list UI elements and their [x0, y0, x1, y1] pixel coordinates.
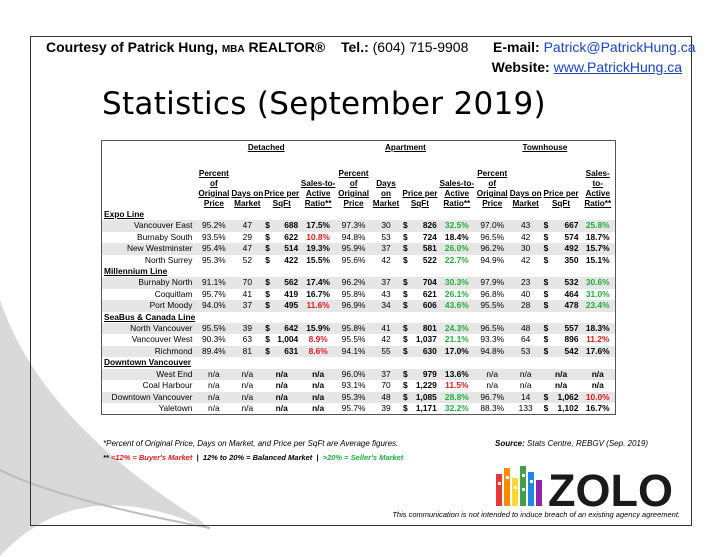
- area-name: Vancouver East: [102, 220, 197, 231]
- column-header: Days on Market: [509, 189, 542, 208]
- market-legend: ** <12% = Buyer's Market | 12% to 20% = Balanced Market | >20% = Seller's Market: [103, 453, 404, 462]
- price-per-sqft-cell: $ 688: [265, 220, 299, 231]
- percent-original-cell: 90.3%: [202, 334, 226, 345]
- region-row: [102, 312, 616, 323]
- days-on-market-cell: n/a: [231, 392, 263, 403]
- days-on-market-cell: 30: [510, 243, 542, 254]
- days-on-market-cell: 81: [231, 346, 263, 357]
- sales-ratio-cell: 8.9%: [308, 334, 328, 345]
- price-per-sqft-cell: n/a: [263, 392, 300, 403]
- percent-original-cell: n/a: [475, 369, 510, 380]
- sales-ratio-cell: 18.4%: [444, 231, 469, 242]
- price-per-sqft-cell: $ 1,037: [402, 334, 437, 345]
- column-header: Sales-to-Active Ratio**: [584, 169, 612, 208]
- price-per-sqft-cell: $ 1,004: [265, 334, 299, 345]
- price-per-sqft-cell: $ 581: [402, 243, 437, 254]
- days-on-market-cell: 41: [371, 323, 401, 334]
- region-row: [102, 266, 616, 277]
- price-per-sqft-cell: $ 492: [543, 243, 579, 254]
- area-name: Yaletown: [158, 402, 193, 413]
- sales-ratio-cell: 22.7%: [444, 254, 469, 265]
- percent-original-cell: 96.8%: [480, 288, 505, 299]
- days-on-market-cell: 39: [231, 323, 263, 334]
- percent-original-cell: n/a: [208, 380, 220, 391]
- average-footnote: *Percent of Original Price, Days on Market, and Price per SqFt are Average figures. Source: Stats Centre, REBGV (Sep. 2019): [103, 439, 648, 448]
- column-header: Price per SqFt: [402, 189, 438, 208]
- sales-ratio-cell: 10.8%: [306, 231, 330, 242]
- price-per-sqft-cell: $ 350: [543, 254, 579, 265]
- sales-ratio-cell: 28.8%: [439, 392, 475, 403]
- days-on-market-cell: 48: [510, 323, 542, 334]
- percent-original-cell: 95.8%: [341, 288, 366, 299]
- days-on-market-cell: 29: [242, 231, 252, 242]
- percent-original-cell: 96.5%: [475, 323, 510, 334]
- sales-ratio-cell: 16.7%: [585, 402, 610, 413]
- sales-ratio-cell: 11.2%: [586, 334, 610, 345]
- sales-ratio-cell: 13.6%: [439, 369, 475, 380]
- sales-ratio-cell: 15.9%: [300, 323, 336, 334]
- percent-original-cell: 96.0%: [336, 369, 371, 380]
- sales-ratio-cell: 10.0%: [580, 392, 615, 403]
- days-on-market-cell: 42: [521, 231, 531, 242]
- price-per-sqft-cell: $ 464: [543, 288, 579, 299]
- percent-original-cell: 95.5%: [475, 300, 510, 311]
- price-per-sqft-cell: n/a: [263, 369, 300, 380]
- table-row: [102, 403, 616, 415]
- price-per-sqft-cell: $ 979: [402, 368, 437, 379]
- region-label: Expo Line: [104, 209, 145, 219]
- sales-ratio-cell: 15.5%: [306, 254, 330, 265]
- days-on-market-cell: 37: [231, 300, 263, 311]
- days-on-market-cell: 43: [381, 288, 391, 299]
- zolo-logo: [496, 464, 676, 510]
- sales-ratio-cell: 30.3%: [439, 277, 475, 288]
- website-link[interactable]: www.PatrickHung.ca: [553, 59, 682, 75]
- percent-original-cell: 96.9%: [336, 300, 371, 311]
- percent-original-cell: 95.5%: [196, 323, 231, 334]
- group-header: Apartment: [384, 143, 426, 152]
- area-name: Downtown Vancouver: [102, 392, 197, 403]
- sales-ratio-cell: n/a: [591, 380, 604, 391]
- price-per-sqft-cell: $ 557: [543, 323, 579, 334]
- website-info: Website: www.PatrickHung.ca: [491, 59, 682, 75]
- sales-ratio-cell: 15.7%: [580, 243, 615, 254]
- column-header: Sales-to-Active Ratio**: [300, 179, 336, 208]
- column-header: Price per SqFt: [264, 189, 300, 208]
- days-on-market-cell: 43: [510, 220, 542, 231]
- area-name: Burnaby South: [136, 231, 193, 242]
- email-link[interactable]: Patrick@PatrickHung.ca: [543, 39, 696, 55]
- disclaimer: This communication is not intended to induce breach of an existing agency agreement.: [392, 510, 680, 519]
- days-on-market-cell: 53: [381, 231, 391, 242]
- sales-ratio-cell: 43.6%: [439, 300, 475, 311]
- column-header: Sales-to-Active Ratio**: [439, 179, 475, 208]
- price-per-sqft-cell: $ 542: [543, 345, 579, 356]
- percent-original-cell: 96.2%: [475, 243, 510, 254]
- percent-original-cell: 97.9%: [475, 277, 510, 288]
- percent-original-cell: n/a: [486, 380, 499, 391]
- percent-original-cell: 93.1%: [341, 380, 366, 391]
- days-on-market-cell: 42: [381, 254, 391, 265]
- sales-ratio-cell: 17.0%: [439, 346, 475, 357]
- price-per-sqft-cell: $ 1,102: [543, 402, 579, 413]
- price-per-sqft-cell: $ 642: [265, 323, 299, 334]
- sales-ratio-cell: 18.7%: [585, 231, 610, 242]
- price-per-sqft-cell: $ 514: [265, 243, 299, 254]
- days-on-market-cell: 48: [371, 392, 401, 403]
- price-per-sqft-cell: $ 495: [265, 300, 299, 311]
- percent-original-cell: 94.9%: [480, 254, 505, 265]
- price-per-sqft-cell: $ 1,229: [402, 380, 437, 391]
- table-row: [102, 346, 616, 357]
- days-on-market-cell: 37: [371, 369, 401, 380]
- percent-original-cell: 89.4%: [196, 346, 231, 357]
- days-on-market-cell: 133: [518, 402, 533, 413]
- region-row: [102, 357, 616, 368]
- table-row: [102, 232, 616, 243]
- percent-original-cell: 94.1%: [336, 346, 371, 357]
- group-header: Townhouse: [522, 143, 568, 152]
- percent-original-cell: 93.3%: [480, 334, 505, 345]
- column-header: Days on Market: [231, 189, 264, 208]
- region-label: Millennium Line: [104, 266, 168, 277]
- price-per-sqft-cell: $ 606: [402, 300, 437, 311]
- sales-ratio-cell: 26.0%: [439, 243, 475, 254]
- page-title: Statistics (September 2019): [102, 86, 546, 122]
- price-per-sqft-cell: $ 562: [265, 277, 299, 288]
- table-row: [102, 380, 616, 391]
- days-on-market-cell: 64: [521, 334, 531, 345]
- sales-ratio-cell: 17.5%: [300, 220, 336, 231]
- days-on-market-cell: 23: [510, 277, 542, 288]
- sales-ratio-cell: n/a: [300, 392, 336, 403]
- days-on-market-cell: 52: [242, 254, 252, 265]
- sales-ratio-cell: 18.3%: [580, 323, 615, 334]
- days-on-market-cell: 37: [371, 243, 401, 254]
- price-per-sqft-cell: $ 667: [543, 220, 579, 231]
- days-on-market-cell: 30: [371, 220, 401, 231]
- sales-ratio-cell: 31.0%: [585, 288, 610, 299]
- percent-original-cell: 96.7%: [475, 392, 510, 403]
- price-per-sqft-cell: n/a: [275, 380, 288, 391]
- sales-ratio-cell: n/a: [312, 402, 325, 413]
- zolo-logo-text: ZOLO: [548, 465, 673, 510]
- percent-original-cell: n/a: [196, 392, 231, 403]
- days-on-market-cell: 40: [521, 288, 531, 299]
- column-header: Percent of Original Price: [476, 169, 508, 208]
- price-per-sqft-cell: $ 801: [402, 323, 437, 334]
- area-name: West End: [102, 369, 197, 380]
- sales-ratio-cell: 23.4%: [580, 300, 615, 311]
- sales-ratio-cell: 11.6%: [300, 300, 336, 311]
- table-row: [102, 277, 616, 288]
- price-per-sqft-cell: $ 704: [402, 277, 437, 288]
- table-row: [102, 323, 616, 334]
- sales-ratio-cell: 21.1%: [444, 334, 469, 345]
- days-on-market-cell: 34: [371, 300, 401, 311]
- price-per-sqft-cell: $ 622: [265, 231, 299, 242]
- sales-ratio-cell: 16.7%: [306, 288, 330, 299]
- source-note: Source: Stats Centre, REBGV (Sep. 2019): [495, 439, 648, 448]
- days-on-market-cell: 37: [371, 277, 401, 288]
- days-on-market-cell: 63: [242, 334, 252, 345]
- area-name: Port Moody: [102, 300, 197, 311]
- days-on-market-cell: 55: [371, 346, 401, 357]
- table-row: [102, 289, 616, 300]
- price-per-sqft-cell: $ 574: [543, 231, 579, 242]
- sales-ratio-cell: 32.5%: [439, 220, 475, 231]
- area-name: Richmond: [102, 346, 197, 357]
- zolo-logo-icon: [496, 464, 676, 510]
- sales-ratio-cell: 17.6%: [580, 346, 615, 357]
- sales-ratio-cell: 11.5%: [445, 380, 469, 391]
- percent-original-cell: 95.7%: [202, 288, 226, 299]
- price-per-sqft-cell: $ 631: [265, 345, 299, 356]
- region-label: Downtown Vancouver: [104, 357, 192, 368]
- percent-original-cell: 91.1%: [196, 277, 231, 288]
- price-per-sqft-cell: $ 724: [402, 231, 437, 242]
- days-on-market-cell: 53: [510, 346, 542, 357]
- days-on-market-cell: n/a: [241, 402, 254, 413]
- percent-original-cell: 95.9%: [336, 243, 371, 254]
- area-name: North Surrey: [144, 254, 193, 265]
- percent-original-cell: 93.5%: [202, 231, 226, 242]
- sales-ratio-cell: 26.1%: [444, 288, 469, 299]
- sales-ratio-cell: 17.4%: [300, 277, 336, 288]
- price-per-sqft-cell: $ 532: [543, 277, 579, 288]
- buyers-market-legend: <12% = Buyer's Market: [110, 453, 193, 462]
- balanced-market-legend: 12% to 20% = Balanced Market: [202, 453, 313, 462]
- percent-original-cell: 94.8%: [475, 346, 510, 357]
- percent-original-cell: 95.2%: [196, 220, 231, 231]
- column-header: Percent of Original Price: [198, 169, 230, 208]
- percent-original-cell: 95.4%: [196, 243, 231, 254]
- region-row: [102, 209, 616, 220]
- price-per-sqft-cell: n/a: [542, 369, 581, 380]
- price-per-sqft-cell: $ 896: [543, 334, 579, 345]
- area-name: Coal Harbour: [142, 380, 193, 391]
- percent-original-cell: n/a: [196, 369, 231, 380]
- days-on-market-cell: 70: [231, 277, 263, 288]
- table-row: [102, 220, 616, 231]
- area-name: Coquitlam: [154, 288, 193, 299]
- percent-original-cell: 95.8%: [336, 323, 371, 334]
- days-on-market-cell: 39: [381, 402, 391, 413]
- sales-ratio-cell: 32.2%: [444, 402, 469, 413]
- percent-original-cell: 94.0%: [196, 300, 231, 311]
- percent-original-cell: 96.5%: [480, 231, 505, 242]
- sales-ratio-cell: 8.6%: [300, 346, 336, 357]
- price-per-sqft-cell: $ 1,171: [402, 402, 437, 413]
- price-per-sqft-cell: $ 621: [402, 288, 437, 299]
- table-row: [102, 300, 616, 311]
- contact-header: [46, 39, 696, 55]
- group-header: Detached: [247, 143, 285, 152]
- days-on-market-cell: n/a: [231, 369, 263, 380]
- percent-original-cell: 88.3%: [480, 402, 505, 413]
- price-per-sqft-cell: $ 1,085: [402, 391, 437, 402]
- sales-ratio-cell: 24.3%: [439, 323, 475, 334]
- area-name: North Vancouver: [102, 323, 197, 334]
- days-on-market-cell: 70: [381, 380, 391, 391]
- percent-original-cell: n/a: [208, 402, 220, 413]
- percent-original-cell: 95.3%: [202, 254, 226, 265]
- price-per-sqft-cell: n/a: [275, 402, 288, 413]
- days-on-market-cell: n/a: [241, 380, 254, 391]
- days-on-market-cell: 28: [510, 300, 542, 311]
- email-info: E-mail: Patrick@PatrickHung.ca: [493, 39, 696, 55]
- price-per-sqft-cell: $ 478: [543, 300, 579, 311]
- days-on-market-cell: 42: [381, 334, 391, 345]
- days-on-market-cell: 47: [231, 220, 263, 231]
- statistics-table: [101, 140, 616, 415]
- days-on-market-cell: 14: [510, 392, 542, 403]
- percent-original-cell: 95.7%: [341, 402, 366, 413]
- sellers-market-legend: >20% = Seller's Market: [322, 453, 404, 462]
- percent-original-cell: 96.2%: [336, 277, 371, 288]
- days-on-market-cell: 47: [231, 243, 263, 254]
- days-on-market-cell: 41: [242, 288, 252, 299]
- price-per-sqft-cell: $ 522: [402, 254, 437, 265]
- percent-original-cell: 94.8%: [341, 231, 366, 242]
- table-row: [102, 255, 616, 266]
- table-row: [102, 243, 616, 254]
- days-on-market-cell: n/a: [510, 369, 542, 380]
- area-header: [102, 153, 197, 209]
- price-per-sqft-cell: $ 826: [402, 220, 437, 231]
- table-row: [102, 392, 616, 403]
- days-on-market-cell: 42: [521, 254, 531, 265]
- sales-ratio-cell: n/a: [312, 380, 325, 391]
- sales-ratio-cell: 19.3%: [300, 243, 336, 254]
- column-header: Price per SqFt: [543, 189, 579, 208]
- table-row: [102, 369, 616, 380]
- sales-ratio-cell: 15.1%: [585, 254, 610, 265]
- column-header: Percent of Original Price: [338, 169, 370, 208]
- phone-info: Tel.: (604) 715-9908: [341, 39, 469, 55]
- price-per-sqft-cell: $ 422: [265, 254, 299, 265]
- table-row: [102, 334, 616, 345]
- percent-original-cell: 97.0%: [475, 220, 510, 231]
- column-header: Days on Market: [372, 179, 400, 208]
- sales-ratio-cell: n/a: [300, 369, 336, 380]
- price-per-sqft-cell: n/a: [555, 380, 568, 391]
- area-name: New Westminster: [102, 243, 197, 254]
- price-per-sqft-cell: $ 419: [265, 288, 299, 299]
- price-per-sqft-cell: $ 630: [402, 345, 437, 356]
- percent-original-cell: 95.5%: [341, 334, 366, 345]
- statistics-table-wrap: [101, 140, 616, 415]
- area-name: Vancouver West: [131, 334, 193, 345]
- percent-original-cell: 95.3%: [336, 392, 371, 403]
- percent-original-cell: 95.6%: [341, 254, 366, 265]
- sales-ratio-cell: 25.8%: [580, 220, 615, 231]
- days-on-market-cell: n/a: [519, 380, 532, 391]
- area-name: Burnaby North: [102, 277, 197, 288]
- sales-ratio-cell: 30.6%: [580, 277, 615, 288]
- percent-original-cell: 97.3%: [336, 220, 371, 231]
- region-label: SeaBus & Canada Line: [104, 311, 196, 322]
- courtesy-text: Courtesy of Patrick Hung, MBA REALTOR®: [46, 39, 326, 55]
- sales-ratio-cell: n/a: [580, 369, 615, 380]
- price-per-sqft-cell: $ 1,062: [543, 391, 579, 402]
